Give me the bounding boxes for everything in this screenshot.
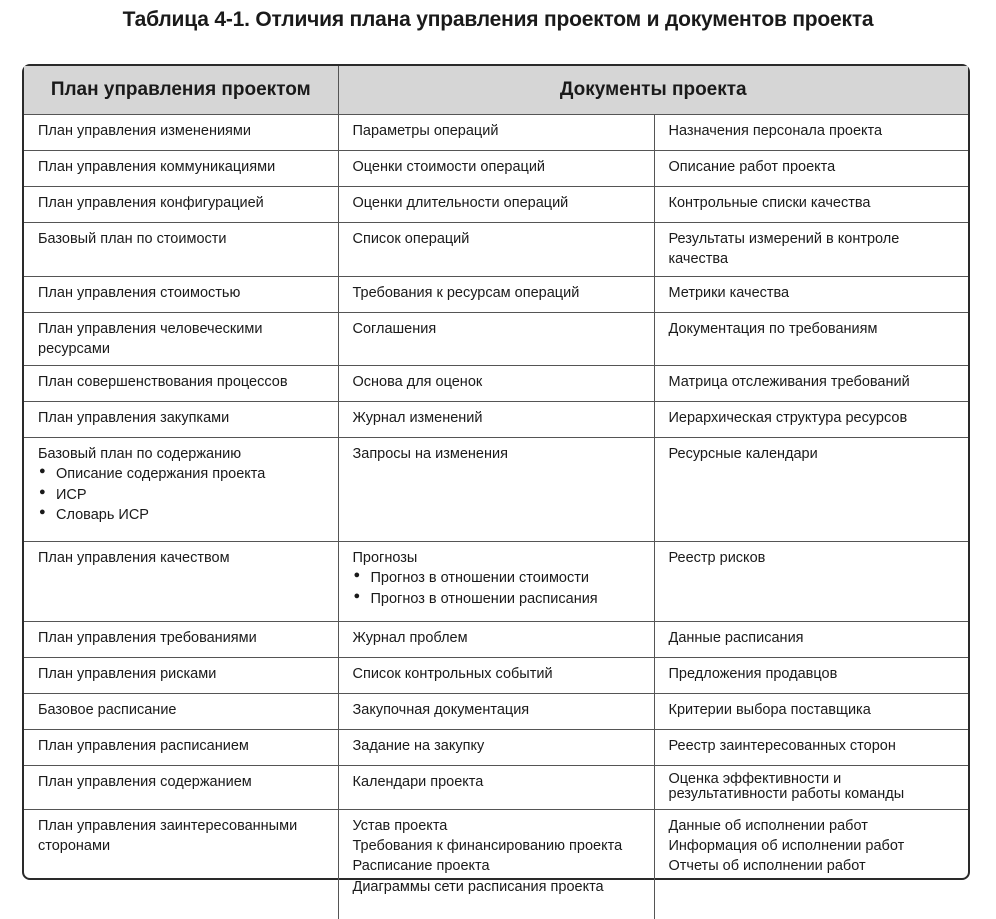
cell-text: План управления закупками (38, 410, 230, 427)
cell-text: План управления конфигурацией (38, 195, 264, 211)
docs-cell-a (338, 312, 654, 366)
bullet-item: ● Прогноз в отношении расписания (371, 589, 644, 609)
docs-cell-b (654, 187, 968, 223)
docs-cell-b (654, 766, 968, 809)
header-docs: Документы проекта (338, 66, 968, 115)
bullet-item: ● ИСР (56, 485, 328, 505)
docs-cell-b (654, 366, 968, 402)
plan-cell (24, 809, 338, 919)
plan-cell (24, 730, 338, 766)
cell-text: Параметры операций (352, 123, 499, 139)
cell-text: Базовое расписание (38, 702, 177, 719)
cell-text: Запросы на изменения (352, 446, 508, 463)
table-row (24, 187, 968, 223)
docs-cell-b (654, 312, 968, 366)
plan-cell (24, 312, 338, 366)
cell-line: Информация об исполнении работ (668, 837, 905, 854)
docs-cell-a (338, 622, 654, 658)
docs-cell-b (654, 658, 968, 694)
table-row (24, 438, 968, 542)
cell-text: План управления человеческими ресурсами (38, 320, 263, 357)
docs-cell-a (338, 402, 654, 438)
cell-text: Критерии выбора поставщика (668, 702, 871, 719)
cell-text: Реестр заинтересованных сторон (668, 738, 896, 755)
bullet-item: ● Прогноз в отношении стоимости (371, 568, 644, 588)
cell-text: Реестр рисков (668, 550, 766, 567)
table-row (24, 312, 968, 366)
cell-text: Результаты измерений в контроле качества (668, 231, 900, 268)
cell-text: Список операций (352, 231, 470, 247)
plan-cell (24, 187, 338, 223)
plan-cell (24, 276, 338, 312)
table-title: Таблица 4-1. Отличия плана управления проектом и документов проекта (122, 8, 874, 31)
cell-text: Матрица отслеживания требований (668, 374, 910, 391)
cell-text: План управления содержанием (38, 774, 252, 791)
docs-cell-a (338, 276, 654, 312)
cell-text: Журнал изменений (352, 410, 483, 427)
table-row (24, 115, 968, 151)
cell-line: Отчеты об исполнении работ (668, 858, 866, 875)
cell-text: Предложения продавцов (668, 666, 838, 683)
docs-cell-a (338, 730, 654, 766)
docs-cell-b (654, 694, 968, 730)
plan-cell (24, 402, 338, 438)
cell-line: Расписание проекта (352, 858, 490, 875)
table-row (24, 622, 968, 658)
cell-text: Оценки длительности операций (352, 195, 569, 211)
cell-text: Задание на закупку (352, 738, 485, 755)
table-row (24, 402, 968, 438)
cell-text: Прогнозы (352, 550, 418, 567)
docs-cell-a (338, 438, 654, 542)
cell-text: Оценка эффективности и результативности работы команды (668, 771, 905, 803)
table-row (24, 276, 968, 312)
cell-text: Описание работ проекта (668, 159, 836, 175)
cell-line: Данные об исполнении работ (668, 817, 868, 834)
cell-text: Закупочная документация (352, 702, 530, 719)
table-row (24, 730, 968, 766)
cell-text: Назначения персонала проекта (668, 123, 883, 139)
cell-text: Данные расписания (668, 630, 804, 647)
cell-text: План управления заинтересованными сторонами (38, 817, 298, 854)
cell-text: Журнал проблем (352, 630, 468, 647)
bullet-list (38, 464, 328, 525)
docs-cell-b (654, 809, 968, 919)
docs-cell-b (654, 730, 968, 766)
cell-text: План совершенствования процессов (38, 374, 288, 391)
table-row (24, 542, 968, 622)
plan-cell (24, 694, 338, 730)
plan-cell (24, 223, 338, 277)
cell-text: Основа для оценок (352, 374, 483, 391)
comparison-table (22, 64, 970, 895)
plan-cell (24, 542, 338, 622)
docs-cell-a (338, 658, 654, 694)
cell-text: Ресурсные календари (668, 446, 818, 463)
bullet-item: ● Словарь ИСР (56, 505, 328, 525)
docs-cell-b (654, 276, 968, 312)
docs-cell-b (654, 223, 968, 277)
table-row (24, 766, 968, 809)
cell-line: Требования к финансированию проекта (352, 837, 623, 854)
cell-text: Базовый план по содержанию (38, 446, 242, 463)
plan-cell (24, 658, 338, 694)
cell-text: Базовый план по стоимости (38, 231, 227, 247)
plan-cell (24, 366, 338, 402)
cell-text: Календари проекта (352, 774, 484, 791)
cell-text: План управления изменениями (38, 123, 251, 139)
docs-cell-a (338, 151, 654, 187)
table-row (24, 694, 968, 730)
cell-text: Контрольные списки качества (668, 195, 871, 211)
cell-text: План управления требованиями (38, 630, 257, 647)
cell-line: Устав проекта (352, 817, 448, 834)
cell-text: План управления коммуникациями (38, 159, 276, 175)
plan-cell (24, 766, 338, 809)
docs-cell-a (338, 694, 654, 730)
cell-text: Список контрольных событий (352, 666, 553, 683)
plan-cell (24, 438, 338, 542)
docs-cell-a (338, 115, 654, 151)
cell-text: План управления рисками (38, 666, 217, 683)
table-row (24, 658, 968, 694)
cell-text: Документация по требованиям (668, 320, 878, 337)
docs-cell-a (338, 223, 654, 277)
plan-cell (24, 622, 338, 658)
table-row (24, 366, 968, 402)
table-row (24, 151, 968, 187)
docs-cell-b (654, 622, 968, 658)
docs-cell-b (654, 542, 968, 622)
cell-line: Диаграммы сети расписания проекта (352, 878, 604, 895)
docs-cell-b (654, 115, 968, 151)
cell-text: Метрики качества (668, 284, 790, 301)
docs-cell-b (654, 438, 968, 542)
docs-cell-a (338, 187, 654, 223)
cell-text: Оценки стоимости операций (352, 159, 546, 175)
plan-cell (24, 115, 338, 151)
docs-cell-b (654, 151, 968, 187)
cell-text: Иерархическая структура ресурсов (668, 410, 908, 427)
docs-cell-a (338, 542, 654, 622)
docs-cell-a (338, 366, 654, 402)
cell-text: План управления качеством (38, 550, 230, 567)
header-plan: План управления проектом (24, 66, 338, 115)
plan-cell (24, 151, 338, 187)
docs-cell-a (338, 766, 654, 809)
table-row (24, 223, 968, 277)
cell-text: Соглашения (352, 320, 437, 337)
docs-cell-a (338, 809, 654, 919)
docs-cell-b (654, 402, 968, 438)
bullet-item: ● Описание содержания проекта (56, 464, 328, 484)
cell-text: Требования к ресурсам операций (352, 284, 580, 301)
cell-text: План управления стоимостью (38, 284, 241, 301)
table-row (24, 809, 968, 919)
bullet-list (353, 568, 644, 609)
cell-text: План управления расписанием (38, 738, 249, 755)
